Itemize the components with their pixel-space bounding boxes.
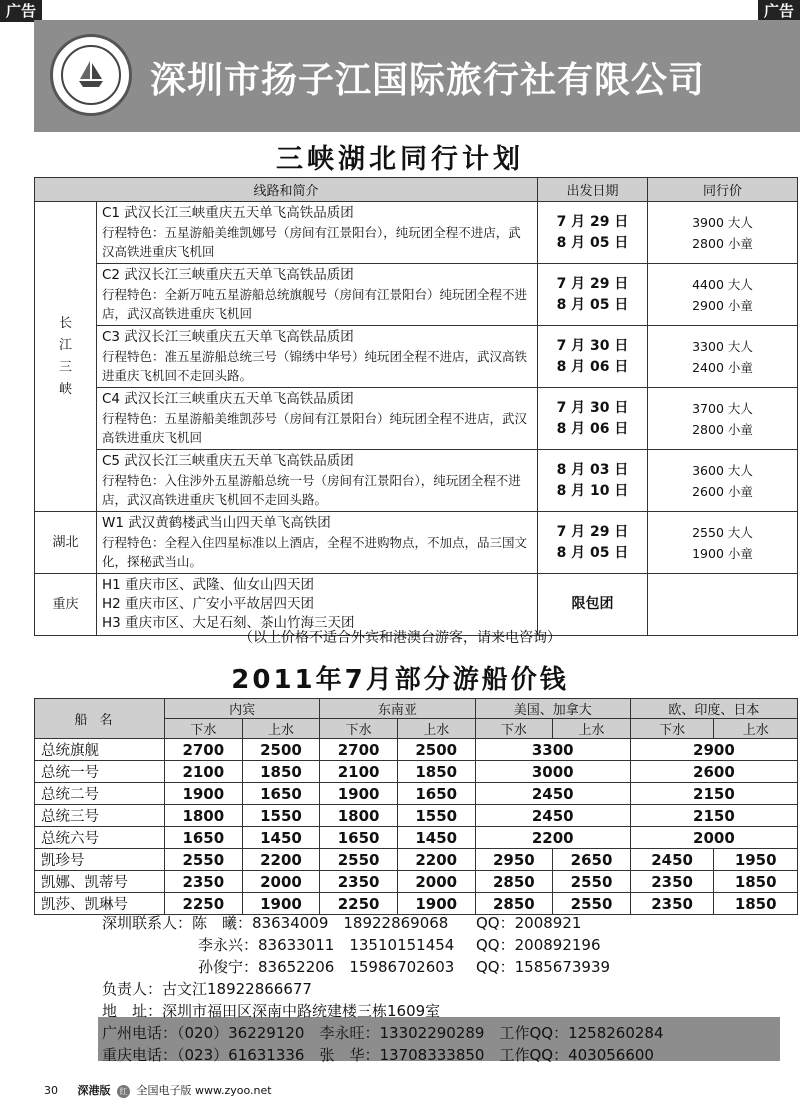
sailboat-icon xyxy=(61,45,121,105)
contact-label: 深圳联系人： xyxy=(102,914,193,932)
contact-qq: QQ：2008921 xyxy=(476,914,582,932)
route-line: H3 重庆市区、大足石刻、茶山竹海三天团 xyxy=(102,615,355,631)
route-line: H2 重庆市区、广安小平故居四天团 xyxy=(102,596,315,612)
contact-block xyxy=(102,912,664,1066)
contact-qq: QQ：200892196 xyxy=(476,936,601,954)
ad-label-left: 广告 xyxy=(0,0,42,22)
route-item xyxy=(97,512,538,574)
route-desc: 行程特色：准五星游船总统三号（锦绣中华号）纯玩团全程不进店，武汉高铁进重庆飞机回不走回头路。 xyxy=(102,349,528,383)
route-prices: 3700 大人 2800 小童 xyxy=(648,388,798,450)
route-item xyxy=(97,202,538,264)
route-name: C1 武汉长江三峡重庆五天单飞高铁品质团 xyxy=(102,205,354,221)
contact-person: 孙俊宁：83652206 15986702603 xyxy=(198,958,455,976)
company-name: 深圳市扬子江国际旅行社有限公司 xyxy=(150,60,706,101)
group-header: 欧、印度、日本 xyxy=(630,699,797,719)
sub-header: 上水 xyxy=(242,719,320,739)
chongqing-phone: 重庆电话：（023）61631336 张 华：13708333850 工作QQ：403056600 xyxy=(102,1046,654,1064)
route-item xyxy=(97,326,538,388)
site: 全国电子版 www.zyoo.net xyxy=(136,1084,272,1097)
region-three-gorges: 长 江 三 峡 xyxy=(35,202,97,512)
group-header: 内宾 xyxy=(165,699,320,719)
table-row: 凯娜、凯蒂号 2350 2000 2350 2000 2850 2550 2350 1850 xyxy=(35,871,798,893)
ship-header: 船名 xyxy=(35,699,165,739)
company-logo xyxy=(50,34,132,116)
contact-qq: QQ：1585673939 xyxy=(476,958,611,976)
route-table xyxy=(34,177,798,636)
route-item xyxy=(97,388,538,450)
route-prices: 3900 大人 2800 小童 xyxy=(648,202,798,264)
region-hubei: 湖北 xyxy=(35,512,97,574)
sub-header: 上水 xyxy=(714,719,798,739)
sub-header: 下水 xyxy=(320,719,398,739)
guangzhou-phone: 广州电话：（020）36229120 李永旺：13302290289 工作QQ：1258260284 xyxy=(102,1024,664,1042)
route-dates: 7 月 29 日 8 月 05 日 xyxy=(538,264,648,326)
route-desc: 行程特色：五星游船美维凯娜号（房间有江景阳台），纯玩团全程不进店，武汉高铁进重庆飞机回 xyxy=(102,225,521,259)
table-row: 总统一号 2100 1850 2100 1850 3000 2600 xyxy=(35,761,798,783)
route-name: W1 武汉黄鹤楼武当山四天单飞高铁团 xyxy=(102,515,331,531)
route-line: H1 重庆市区、武隆、仙女山四天团 xyxy=(102,577,315,593)
route-prices: 4400 大人 2900 小童 xyxy=(648,264,798,326)
route-name: C5 武汉长江三峡重庆五天单飞高铁品质团 xyxy=(102,453,354,469)
contact-person: 李永兴：83633011 13510151454 xyxy=(198,936,455,954)
route-item xyxy=(97,264,538,326)
manager: 负责人：古文江18922866677 xyxy=(102,980,312,998)
route-name: C3 武汉长江三峡重庆五天单飞高铁品质团 xyxy=(102,329,354,345)
route-desc: 行程特色：入住涉外五星游船总统一号（房间有江景阳台），纯玩团全程不进店，武汉高铁进重庆飞机回不走回头路。 xyxy=(102,473,521,507)
sub-header: 下水 xyxy=(165,719,243,739)
contact-person: 陈 曦：83634009 18922869068 xyxy=(192,914,449,932)
col-price-header: 同行价 xyxy=(648,178,798,202)
table-row: 凯珍号 2550 2200 2550 2200 2950 2650 2450 1950 xyxy=(35,849,798,871)
route-desc: 行程特色：全新万吨五星游船总统旗舰号（房间有江景阳台）纯玩团全程不进店，武汉高铁进重庆飞机回 xyxy=(102,287,528,321)
region-chongqing: 重庆 xyxy=(35,574,97,636)
page-number: 30 xyxy=(44,1084,58,1097)
price-note: （以上价格不适合外宾和港澳台游客，请来电咨询） xyxy=(239,630,561,646)
route-desc: 行程特色：全程入住四星标准以上酒店，全程不进购物点，不加点，品三国文化，探秘武当山。 xyxy=(102,535,528,569)
route-dates: 限包团 xyxy=(538,574,648,636)
table-row: 总统三号 1800 1550 1800 1550 2450 2150 xyxy=(35,805,798,827)
route-dates: 7 月 30 日 8 月 06 日 xyxy=(538,388,648,450)
route-name: C4 武汉长江三峡重庆五天单飞高铁品质团 xyxy=(102,391,354,407)
route-name: C2 武汉长江三峡重庆五天单飞高铁品质团 xyxy=(102,267,354,283)
plan-title: 三峡湖北同行计划 xyxy=(276,144,524,175)
route-item xyxy=(97,450,538,512)
route-dates: 7 月 29 日 8 月 05 日 xyxy=(538,512,648,574)
route-dates: 7 月 29 日 8 月 05 日 xyxy=(538,202,648,264)
sub-header: 下水 xyxy=(630,719,714,739)
cruise-price-table xyxy=(34,698,798,915)
ad-label-right: 广告 xyxy=(758,0,800,22)
table-row: 总统二号 1900 1650 1900 1650 2450 2150 xyxy=(35,783,798,805)
edition: 深港版 xyxy=(77,1084,111,1097)
sub-header: 下水 xyxy=(475,719,553,739)
page-footer xyxy=(44,1082,272,1098)
group-header: 美国、加拿大 xyxy=(475,699,630,719)
sub-header: 上水 xyxy=(553,719,631,739)
route-prices: 2550 大人 1900 小童 xyxy=(648,512,798,574)
route-dates: 8 月 03 日 8 月 10 日 xyxy=(538,450,648,512)
cruise-title: 2011年7月部分游船价钱 xyxy=(231,665,569,695)
col-route-header: 线路和简介 xyxy=(35,178,538,202)
table-row: 凯莎、凯琳号 2250 1900 2250 1900 2850 2550 2350 1850 xyxy=(35,893,798,915)
sub-header: 上水 xyxy=(397,719,475,739)
route-prices: 3600 大人 2600 小童 xyxy=(648,450,798,512)
table-row: 总统旗舰 2700 2500 2700 2500 3300 2900 xyxy=(35,739,798,761)
route-prices: 3300 大人 2400 小童 xyxy=(648,326,798,388)
route-desc: 行程特色：五星游船美维凯莎号（房间有江景阳台）纯玩团全程不进店，武汉高铁进重庆飞机回 xyxy=(102,411,528,445)
seal-icon: 红 xyxy=(117,1085,130,1098)
table-row: 总统六号 1650 1450 1650 1450 2200 2000 xyxy=(35,827,798,849)
address: 地 址：深圳市福田区深南中路统建楼三栋1609室 xyxy=(102,1002,441,1020)
route-dates: 7 月 30 日 8 月 06 日 xyxy=(538,326,648,388)
col-date-header: 出发日期 xyxy=(538,178,648,202)
group-header: 东南亚 xyxy=(320,699,475,719)
